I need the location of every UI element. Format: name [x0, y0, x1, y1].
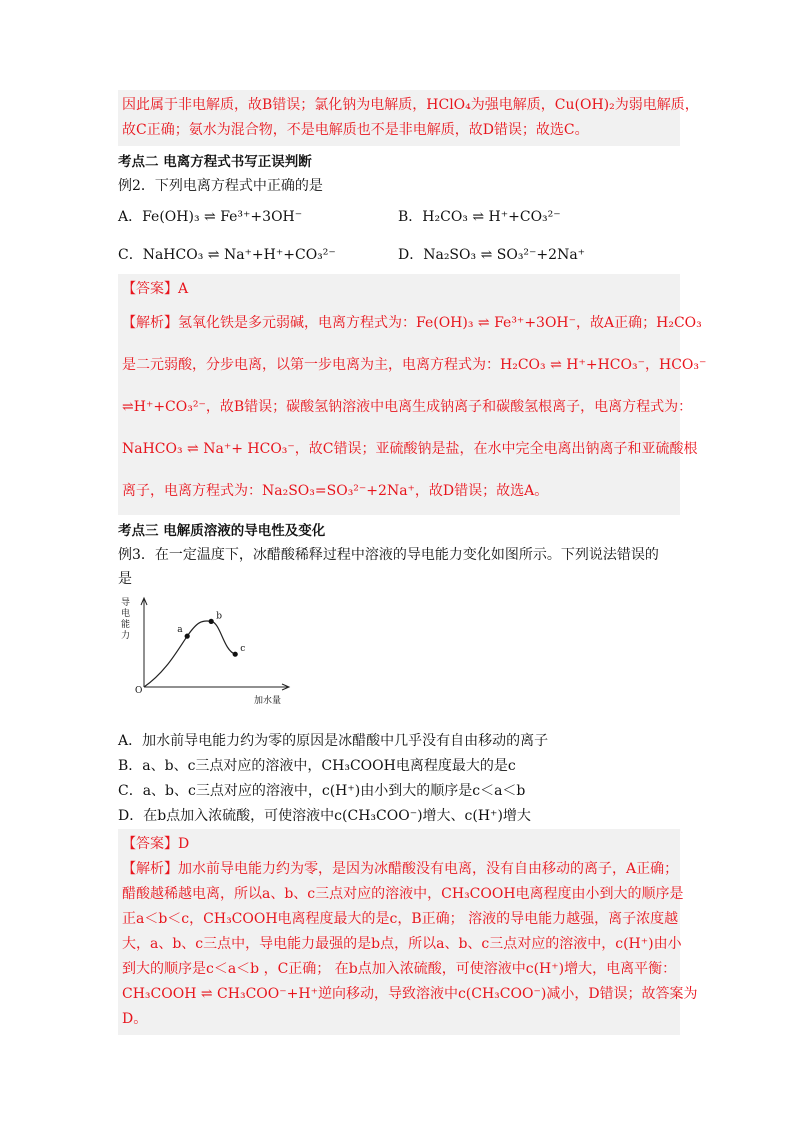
data-point-a [185, 634, 190, 639]
option-b: B．H₂CO₃ ⇌ H⁺+CO₃²⁻ [398, 209, 561, 225]
analysis-line: 到大的顺序是c＜a＜b ，C正确； 在b点加入浓硫酸，可使溶液中c(H⁺)增大，电离平衡： [122, 961, 677, 977]
answer-label: 【答案】D [122, 836, 190, 852]
option-c: C．a、b、c三点对应的溶液中，c(H⁺)由小到大的顺序是c＜a＜b [118, 783, 526, 799]
analysis-line: 【解析】氢氧化铁是多元弱碱，电离方程式为：Fe(OH)₃ ⇌ Fe³⁺+3OH⁻，故A正确；H₂CO₃ [122, 315, 702, 331]
answer-box-2 [118, 274, 707, 515]
analysis-line: 离子，电离方程式为：Na₂SO₃=SO₃²⁻+2Na⁺，故D错误；故选A。 [122, 483, 549, 499]
question-3-line: 例3．在一定温度下，冰醋酸稀释过程中溶液的导电能力变化如图所示。下列说法错误的 [118, 547, 659, 563]
option-a: A．加水前导电能力约为零的原因是冰醋酸中几乎没有自由移动的离子 [118, 733, 549, 749]
y-axis-label-char: 电 [121, 609, 131, 619]
option-a: A．Fe(OH)₃ ⇌ Fe³⁺+3OH⁻ [118, 209, 303, 225]
question-3-line: 是 [118, 571, 132, 587]
analysis-line: 是二元弱酸，分步电离，以第一步电离为主，电离方程式为：H₂CO₃ ⇌ H⁺+HCO₃⁻，HCO₃⁻ [122, 357, 707, 373]
previous-analysis-box [118, 90, 699, 146]
option-d: D．在b点加入浓硫酸，可使溶液中c(CH₃COO⁻)增大、c(H⁺)增大 [118, 808, 531, 824]
answer-box-3 [118, 829, 698, 1035]
conductivity-chart-svg [118, 593, 298, 725]
origin-label: O [135, 686, 143, 696]
conductivity-chart [118, 593, 680, 725]
document-page [118, 90, 707, 1035]
y-axis-label-char: 导 [121, 598, 131, 608]
data-point-label-a: a [177, 625, 183, 636]
data-point-label-c: c [240, 644, 246, 655]
analysis-line: 正a＜b＜c，CH₃COOH电离程度最大的是c，B正确； 溶液的导电能力越强，离子浓度越 [122, 911, 679, 927]
data-point-c [233, 652, 238, 657]
analysis-line: CH₃COOH ⇌ CH₃COO⁻+H⁺逆向移动，导致溶液中c(CH₃COO⁻)减小，D错误；故答案为 [122, 986, 698, 1002]
section-heading-3: 考点三 电解质溶液的导电性及变化 [118, 523, 326, 539]
conductivity-curve [144, 621, 235, 687]
option-b: B．a、b、c三点对应的溶液中，CH₃COOH电离程度最大的是c [118, 758, 516, 774]
analysis-line: 醋酸越稀越电离，所以a、b、c三点对应的溶液中，CH₃COOH电离程度由小到大的顺序是 [122, 886, 684, 902]
question-2: 例2．下列电离方程式中正确的是 [118, 178, 323, 194]
analysis-line: 因此属于非电解质，故B错误；氯化钠为电解质，HClO₄为强电解质，Cu(OH)₂为弱电解质， [122, 97, 699, 113]
option-c: C．NaHCO₃ ⇌ Na⁺+H⁺+CO₃²⁻ [118, 247, 336, 263]
options-row [118, 198, 680, 236]
option-d: D．Na₂SO₃ ⇌ SO₃²⁻+2Na⁺ [398, 247, 586, 263]
analysis-line: ⇌H⁺+CO₃²⁻，故B错误；碳酸氢钠溶液中电离生成钠离子和碳酸氢根离子，电离方程式为： [122, 399, 693, 415]
options-row [118, 236, 680, 274]
answer-label: 【答案】A [122, 281, 189, 297]
section-heading-2: 考点二 电离方程式书写正误判断 [118, 154, 312, 170]
analysis-line: 【解析】加水前导电能力约为零，是因为冰醋酸没有电离，没有自由移动的离子，A正确； [122, 861, 679, 877]
y-axis-label-char: 能 [121, 620, 131, 630]
data-point-label-b: b [216, 611, 222, 622]
analysis-line: NaHCO₃ ⇌ Na⁺+ HCO₃⁻，故C错误；亚硫酸钠是盐，在水中完全电离出钠离子和亚硫酸根 [122, 441, 698, 457]
analysis-line: 大，a、b、c三点中，导电能力最强的是b点，所以a、b、c三点对应的溶液中，c(H⁺)由小 [122, 936, 682, 952]
data-point-b [209, 619, 214, 624]
analysis-line: 故C正确；氨水为混合物，不是电解质也不是非电解质，故D错误；故选C。 [122, 122, 589, 138]
y-axis-label-char: 力 [121, 631, 131, 641]
analysis-line: D。 [122, 1011, 148, 1027]
x-axis-label: 加水量 [254, 696, 282, 706]
